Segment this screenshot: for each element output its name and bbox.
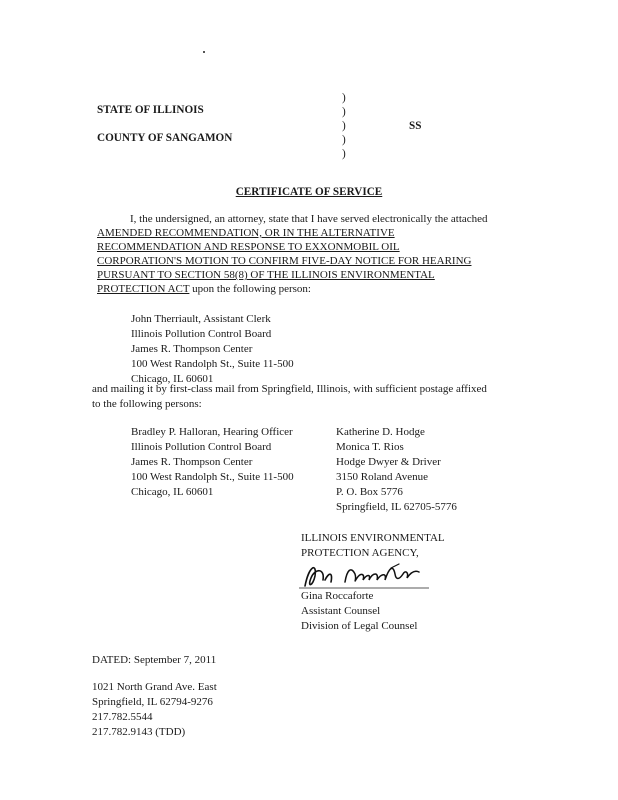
caption-paren: ) [342, 92, 346, 104]
intro-suffix: upon the following person: [192, 283, 311, 295]
served-document-line: PURSUANT TO SECTION 58(8) OF THE ILLINOIS ENVIRONMENTAL [97, 269, 435, 281]
mail-recipient-right [336, 425, 457, 515]
address-line: 100 West Randolph St., Suite 11-500 [131, 358, 294, 370]
caption-paren: ) [342, 106, 346, 118]
served-document-last-line [97, 284, 311, 295]
caption-ss: SS [409, 120, 422, 132]
agency-line: ILLINOIS ENVIRONMENTAL [301, 532, 445, 544]
address-line: 217.782.5544 [92, 711, 153, 723]
address-line: Chicago, IL 60601 [131, 373, 214, 385]
caption-state: STATE OF ILLINOIS [97, 104, 204, 116]
agency-address [92, 680, 217, 740]
address-line: James R. Thompson Center [131, 343, 253, 355]
electronic-recipient-address [131, 312, 294, 387]
caption-county: COUNTY OF SANGAMON [97, 132, 233, 144]
served-document-line: PROTECTION ACT [97, 283, 190, 295]
caption-paren: ) [342, 134, 346, 146]
address-line: Illinois Pollution Control Board [131, 328, 272, 340]
served-document-line: RECOMMENDATION AND RESPONSE TO EXXONMOBIL OIL [97, 241, 400, 253]
scan-speck [203, 51, 205, 53]
address-line: Springfield, IL 62705-5776 [336, 501, 457, 513]
address-line: Chicago, IL 60601 [131, 486, 214, 498]
dated-line: DATED: September 7, 2011 [92, 654, 217, 666]
address-line: John Therriault, Assistant Clerk [131, 313, 271, 325]
address-line: Katherine D. Hodge [336, 426, 425, 438]
intro-prefix: I, the undersigned, an attorney, state that I have served electronically the attached [130, 213, 488, 225]
address-line: Hodge Dwyer & Driver [336, 456, 441, 468]
address-line: Bradley P. Halloran, Hearing Officer [131, 426, 293, 438]
signatory-name: Gina Roccaforte [301, 590, 374, 602]
mail-statement-line: to the following persons: [92, 398, 202, 410]
signatory-details [301, 589, 417, 634]
signatory-division: Division of Legal Counsel [301, 620, 418, 632]
served-document-line: AMENDED RECOMMENDATION, OR IN THE ALTERNATIVE [97, 227, 395, 239]
address-line: P. O. Box 5776 [336, 486, 403, 498]
address-line: Monica T. Rios [336, 441, 404, 453]
address-line: 3150 Roland Avenue [336, 471, 429, 483]
document-title: CERTIFICATE OF SERVICE [235, 186, 383, 198]
mail-recipient-left [131, 425, 294, 500]
address-line: Illinois Pollution Control Board [131, 441, 272, 453]
mail-statement-line: and mailing it by first-class mail from Springfield, Illinois, with sufficient postage affixed [92, 383, 487, 395]
caption-paren: ) [342, 120, 346, 132]
signature-agency [301, 531, 445, 561]
address-line: 100 West Randolph St., Suite 11-500 [131, 471, 294, 483]
agency-line: PROTECTION AGENCY, [301, 547, 419, 559]
address-line: 1021 North Grand Ave. East [92, 681, 217, 693]
signatory-title: Assistant Counsel [301, 605, 381, 617]
served-document-line: CORPORATION'S MOTION TO CONFIRM FIVE-DAY NOTICE FOR HEARING [97, 255, 472, 267]
address-line: James R. Thompson Center [131, 456, 253, 468]
address-line: 217.782.9143 (TDD) [92, 726, 186, 738]
caption-paren: ) [342, 148, 346, 160]
address-line: Springfield, IL 62794-9276 [92, 696, 213, 708]
